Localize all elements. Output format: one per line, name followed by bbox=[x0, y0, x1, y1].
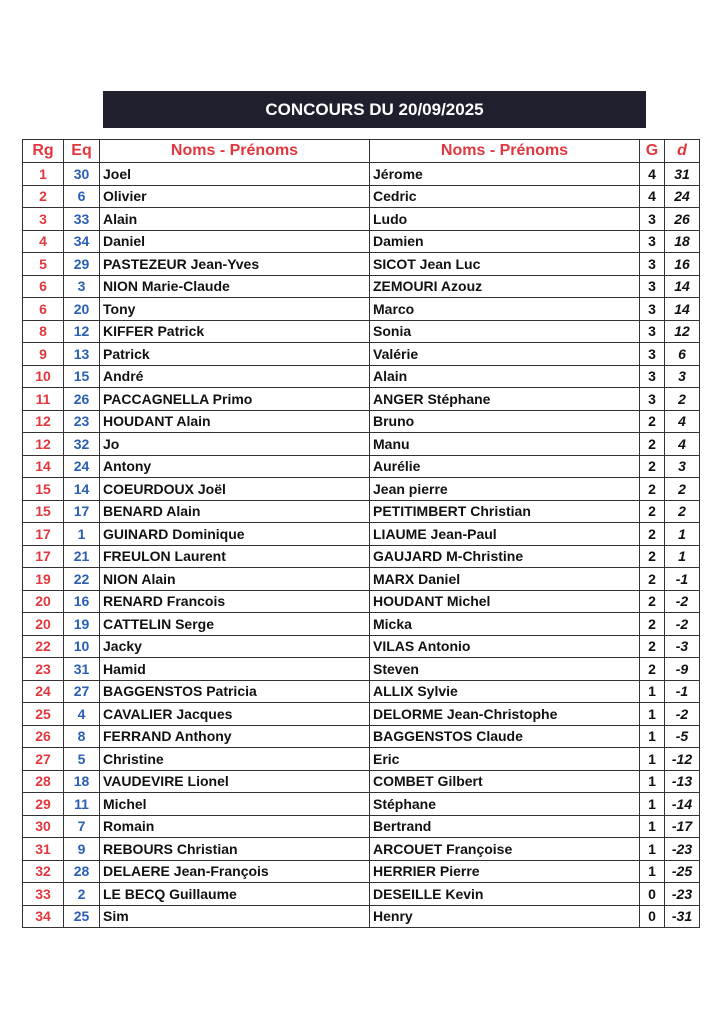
team-cell: 20 bbox=[64, 298, 100, 321]
player-2-cell: Eric bbox=[370, 748, 640, 771]
wins-cell: 1 bbox=[640, 703, 665, 726]
rank-cell: 5 bbox=[23, 253, 64, 276]
team-cell: 30 bbox=[64, 163, 100, 186]
wins-cell: 1 bbox=[640, 725, 665, 748]
diff-cell: -31 bbox=[665, 905, 700, 928]
diff-cell: 1 bbox=[665, 545, 700, 568]
player-1-cell: Alain bbox=[100, 208, 370, 231]
player-1-cell: Tony bbox=[100, 298, 370, 321]
table-row bbox=[23, 343, 700, 366]
team-cell: 22 bbox=[64, 568, 100, 591]
diff-cell: -17 bbox=[665, 815, 700, 838]
wins-cell: 1 bbox=[640, 815, 665, 838]
team-cell: 26 bbox=[64, 388, 100, 411]
team-cell: 16 bbox=[64, 590, 100, 613]
player-1-cell: Olivier bbox=[100, 185, 370, 208]
player-1-cell: PASTEZEUR Jean-Yves bbox=[100, 253, 370, 276]
player-2-cell: Damien bbox=[370, 230, 640, 253]
player-2-cell: HERRIER Pierre bbox=[370, 860, 640, 883]
table-row bbox=[23, 658, 700, 681]
table-row bbox=[23, 680, 700, 703]
team-cell: 1 bbox=[64, 523, 100, 546]
rank-cell: 14 bbox=[23, 455, 64, 478]
diff-cell: 12 bbox=[665, 320, 700, 343]
team-cell: 25 bbox=[64, 905, 100, 928]
wins-cell: 3 bbox=[640, 343, 665, 366]
table-row bbox=[23, 860, 700, 883]
player-1-cell: DELAERE Jean-François bbox=[100, 860, 370, 883]
player-2-cell: LIAUME Jean-Paul bbox=[370, 523, 640, 546]
header-rank: Rg bbox=[23, 140, 64, 163]
header-name-1: Noms - Prénoms bbox=[100, 140, 370, 163]
rank-cell: 15 bbox=[23, 500, 64, 523]
diff-cell: 1 bbox=[665, 523, 700, 546]
team-cell: 18 bbox=[64, 770, 100, 793]
player-1-cell: VAUDEVIRE Lionel bbox=[100, 770, 370, 793]
diff-cell: 2 bbox=[665, 500, 700, 523]
player-1-cell: Daniel bbox=[100, 230, 370, 253]
wins-cell: 3 bbox=[640, 320, 665, 343]
rank-cell: 10 bbox=[23, 365, 64, 388]
rank-cell: 17 bbox=[23, 545, 64, 568]
table-row bbox=[23, 838, 700, 861]
team-cell: 7 bbox=[64, 815, 100, 838]
wins-cell: 1 bbox=[640, 838, 665, 861]
diff-cell: 3 bbox=[665, 455, 700, 478]
player-2-cell: Aurélie bbox=[370, 455, 640, 478]
diff-cell: 6 bbox=[665, 343, 700, 366]
table-row bbox=[23, 815, 700, 838]
team-cell: 31 bbox=[64, 658, 100, 681]
diff-cell: -2 bbox=[665, 590, 700, 613]
diff-cell: -13 bbox=[665, 770, 700, 793]
team-cell: 13 bbox=[64, 343, 100, 366]
header-team: Eq bbox=[64, 140, 100, 163]
player-2-cell: Valérie bbox=[370, 343, 640, 366]
player-2-cell: Cedric bbox=[370, 185, 640, 208]
wins-cell: 1 bbox=[640, 860, 665, 883]
rank-cell: 26 bbox=[23, 725, 64, 748]
player-1-cell: Antony bbox=[100, 455, 370, 478]
table-row bbox=[23, 545, 700, 568]
diff-cell: 24 bbox=[665, 185, 700, 208]
player-1-cell: CAVALIER Jacques bbox=[100, 703, 370, 726]
player-1-cell: PACCAGNELLA Primo bbox=[100, 388, 370, 411]
table-row bbox=[23, 455, 700, 478]
diff-cell: -25 bbox=[665, 860, 700, 883]
player-2-cell: ARCOUET Françoise bbox=[370, 838, 640, 861]
team-cell: 11 bbox=[64, 793, 100, 816]
player-2-cell: VILAS Antonio bbox=[370, 635, 640, 658]
player-1-cell: Romain bbox=[100, 815, 370, 838]
wins-cell: 0 bbox=[640, 883, 665, 906]
team-cell: 17 bbox=[64, 500, 100, 523]
player-1-cell: Christine bbox=[100, 748, 370, 771]
player-1-cell: HOUDANT Alain bbox=[100, 410, 370, 433]
rank-cell: 27 bbox=[23, 748, 64, 771]
rank-cell: 4 bbox=[23, 230, 64, 253]
team-cell: 23 bbox=[64, 410, 100, 433]
diff-cell: 2 bbox=[665, 388, 700, 411]
table-row bbox=[23, 568, 700, 591]
table-row bbox=[23, 590, 700, 613]
player-2-cell: Bruno bbox=[370, 410, 640, 433]
player-1-cell: KIFFER Patrick bbox=[100, 320, 370, 343]
team-cell: 19 bbox=[64, 613, 100, 636]
diff-cell: 14 bbox=[665, 298, 700, 321]
diff-cell: 18 bbox=[665, 230, 700, 253]
team-cell: 29 bbox=[64, 253, 100, 276]
diff-cell: 4 bbox=[665, 433, 700, 456]
header-row bbox=[23, 140, 700, 163]
player-1-cell: RENARD Francois bbox=[100, 590, 370, 613]
rank-cell: 12 bbox=[23, 433, 64, 456]
player-1-cell: FERRAND Anthony bbox=[100, 725, 370, 748]
team-cell: 2 bbox=[64, 883, 100, 906]
player-2-cell: ALLIX Sylvie bbox=[370, 680, 640, 703]
player-1-cell: COEURDOUX Joël bbox=[100, 478, 370, 501]
table-row bbox=[23, 478, 700, 501]
rank-cell: 23 bbox=[23, 658, 64, 681]
rank-cell: 30 bbox=[23, 815, 64, 838]
table-row bbox=[23, 523, 700, 546]
player-2-cell: BAGGENSTOS Claude bbox=[370, 725, 640, 748]
team-cell: 4 bbox=[64, 703, 100, 726]
team-cell: 6 bbox=[64, 185, 100, 208]
rank-cell: 22 bbox=[23, 635, 64, 658]
diff-cell: -14 bbox=[665, 793, 700, 816]
wins-cell: 1 bbox=[640, 748, 665, 771]
wins-cell: 2 bbox=[640, 613, 665, 636]
rank-cell: 1 bbox=[23, 163, 64, 186]
wins-cell: 2 bbox=[640, 410, 665, 433]
wins-cell: 3 bbox=[640, 388, 665, 411]
diff-cell: 31 bbox=[665, 163, 700, 186]
player-1-cell: André bbox=[100, 365, 370, 388]
table-row bbox=[23, 703, 700, 726]
diff-cell: -23 bbox=[665, 883, 700, 906]
player-2-cell: Henry bbox=[370, 905, 640, 928]
team-cell: 15 bbox=[64, 365, 100, 388]
diff-cell: 16 bbox=[665, 253, 700, 276]
team-cell: 34 bbox=[64, 230, 100, 253]
player-1-cell: LE BECQ Guillaume bbox=[100, 883, 370, 906]
player-1-cell: REBOURS Christian bbox=[100, 838, 370, 861]
table-row bbox=[23, 770, 700, 793]
player-2-cell: Jean pierre bbox=[370, 478, 640, 501]
header-diff: d bbox=[665, 140, 700, 163]
player-2-cell: DESEILLE Kevin bbox=[370, 883, 640, 906]
rank-cell: 33 bbox=[23, 883, 64, 906]
player-2-cell: Jérome bbox=[370, 163, 640, 186]
rank-cell: 9 bbox=[23, 343, 64, 366]
team-cell: 24 bbox=[64, 455, 100, 478]
player-2-cell: Marco bbox=[370, 298, 640, 321]
wins-cell: 4 bbox=[640, 163, 665, 186]
header-name-2: Noms - Prénoms bbox=[370, 140, 640, 163]
diff-cell: -3 bbox=[665, 635, 700, 658]
player-1-cell: GUINARD Dominique bbox=[100, 523, 370, 546]
wins-cell: 2 bbox=[640, 590, 665, 613]
table-row bbox=[23, 163, 700, 186]
player-2-cell: Alain bbox=[370, 365, 640, 388]
diff-cell: -2 bbox=[665, 703, 700, 726]
player-1-cell: BAGGENSTOS Patricia bbox=[100, 680, 370, 703]
table-row bbox=[23, 185, 700, 208]
table-row bbox=[23, 433, 700, 456]
wins-cell: 4 bbox=[640, 185, 665, 208]
team-cell: 21 bbox=[64, 545, 100, 568]
rank-cell: 24 bbox=[23, 680, 64, 703]
rank-cell: 28 bbox=[23, 770, 64, 793]
table-row bbox=[23, 635, 700, 658]
rank-cell: 6 bbox=[23, 275, 64, 298]
wins-cell: 0 bbox=[640, 905, 665, 928]
diff-cell: 26 bbox=[665, 208, 700, 231]
wins-cell: 3 bbox=[640, 230, 665, 253]
rank-cell: 25 bbox=[23, 703, 64, 726]
rank-cell: 29 bbox=[23, 793, 64, 816]
rank-cell: 11 bbox=[23, 388, 64, 411]
player-2-cell: Sonia bbox=[370, 320, 640, 343]
rank-cell: 15 bbox=[23, 478, 64, 501]
team-cell: 8 bbox=[64, 725, 100, 748]
player-1-cell: Hamid bbox=[100, 658, 370, 681]
player-2-cell: Ludo bbox=[370, 208, 640, 231]
team-cell: 9 bbox=[64, 838, 100, 861]
player-1-cell: Michel bbox=[100, 793, 370, 816]
wins-cell: 3 bbox=[640, 275, 665, 298]
diff-cell: -12 bbox=[665, 748, 700, 771]
player-2-cell: ANGER Stéphane bbox=[370, 388, 640, 411]
header-wins: G bbox=[640, 140, 665, 163]
table-row bbox=[23, 253, 700, 276]
diff-cell: 3 bbox=[665, 365, 700, 388]
rank-cell: 19 bbox=[23, 568, 64, 591]
player-2-cell: ZEMOURI Azouz bbox=[370, 275, 640, 298]
table-row bbox=[23, 388, 700, 411]
player-2-cell: GAUJARD M-Christine bbox=[370, 545, 640, 568]
wins-cell: 2 bbox=[640, 523, 665, 546]
player-1-cell: Jo bbox=[100, 433, 370, 456]
wins-cell: 2 bbox=[640, 500, 665, 523]
wins-cell: 1 bbox=[640, 770, 665, 793]
player-2-cell: DELORME Jean-Christophe bbox=[370, 703, 640, 726]
rank-cell: 20 bbox=[23, 613, 64, 636]
table-row bbox=[23, 725, 700, 748]
player-1-cell: CATTELIN Serge bbox=[100, 613, 370, 636]
table-row bbox=[23, 208, 700, 231]
table-row bbox=[23, 275, 700, 298]
wins-cell: 2 bbox=[640, 635, 665, 658]
rank-cell: 31 bbox=[23, 838, 64, 861]
player-2-cell: MARX Daniel bbox=[370, 568, 640, 591]
table-row bbox=[23, 793, 700, 816]
player-1-cell: NION Marie-Claude bbox=[100, 275, 370, 298]
wins-cell: 3 bbox=[640, 208, 665, 231]
wins-cell: 2 bbox=[640, 455, 665, 478]
wins-cell: 3 bbox=[640, 365, 665, 388]
table-row bbox=[23, 365, 700, 388]
rank-cell: 17 bbox=[23, 523, 64, 546]
rank-cell: 12 bbox=[23, 410, 64, 433]
player-2-cell: Steven bbox=[370, 658, 640, 681]
wins-cell: 2 bbox=[640, 433, 665, 456]
player-2-cell: HOUDANT Michel bbox=[370, 590, 640, 613]
player-1-cell: Joel bbox=[100, 163, 370, 186]
player-1-cell: Jacky bbox=[100, 635, 370, 658]
diff-cell: 2 bbox=[665, 478, 700, 501]
player-2-cell: Micka bbox=[370, 613, 640, 636]
table-row bbox=[23, 613, 700, 636]
player-2-cell: SICOT Jean Luc bbox=[370, 253, 640, 276]
table-row bbox=[23, 298, 700, 321]
table-row bbox=[23, 748, 700, 771]
wins-cell: 2 bbox=[640, 478, 665, 501]
rank-cell: 34 bbox=[23, 905, 64, 928]
diff-cell: -5 bbox=[665, 725, 700, 748]
table-row bbox=[23, 883, 700, 906]
rank-cell: 6 bbox=[23, 298, 64, 321]
team-cell: 14 bbox=[64, 478, 100, 501]
rank-cell: 2 bbox=[23, 185, 64, 208]
player-2-cell: Manu bbox=[370, 433, 640, 456]
team-cell: 32 bbox=[64, 433, 100, 456]
team-cell: 3 bbox=[64, 275, 100, 298]
wins-cell: 2 bbox=[640, 568, 665, 591]
team-cell: 28 bbox=[64, 860, 100, 883]
wins-cell: 2 bbox=[640, 658, 665, 681]
results-table bbox=[22, 139, 700, 928]
diff-cell: -1 bbox=[665, 680, 700, 703]
page-title: CONCOURS DU 20/09/2025 bbox=[103, 91, 646, 128]
rank-cell: 32 bbox=[23, 860, 64, 883]
player-2-cell: Bertrand bbox=[370, 815, 640, 838]
table-row bbox=[23, 410, 700, 433]
diff-cell: 14 bbox=[665, 275, 700, 298]
table-row bbox=[23, 320, 700, 343]
player-1-cell: BENARD Alain bbox=[100, 500, 370, 523]
team-cell: 33 bbox=[64, 208, 100, 231]
table-row bbox=[23, 905, 700, 928]
diff-cell: 4 bbox=[665, 410, 700, 433]
diff-cell: -23 bbox=[665, 838, 700, 861]
player-1-cell: Patrick bbox=[100, 343, 370, 366]
rank-cell: 20 bbox=[23, 590, 64, 613]
wins-cell: 1 bbox=[640, 680, 665, 703]
team-cell: 27 bbox=[64, 680, 100, 703]
player-1-cell: Sim bbox=[100, 905, 370, 928]
diff-cell: -9 bbox=[665, 658, 700, 681]
diff-cell: -1 bbox=[665, 568, 700, 591]
diff-cell: -2 bbox=[665, 613, 700, 636]
wins-cell: 2 bbox=[640, 545, 665, 568]
player-2-cell: Stéphane bbox=[370, 793, 640, 816]
player-1-cell: FREULON Laurent bbox=[100, 545, 370, 568]
team-cell: 12 bbox=[64, 320, 100, 343]
rank-cell: 8 bbox=[23, 320, 64, 343]
wins-cell: 3 bbox=[640, 253, 665, 276]
team-cell: 5 bbox=[64, 748, 100, 771]
table-row bbox=[23, 500, 700, 523]
player-2-cell: PETITIMBERT Christian bbox=[370, 500, 640, 523]
rank-cell: 3 bbox=[23, 208, 64, 231]
player-1-cell: NION Alain bbox=[100, 568, 370, 591]
player-2-cell: COMBET Gilbert bbox=[370, 770, 640, 793]
team-cell: 10 bbox=[64, 635, 100, 658]
wins-cell: 1 bbox=[640, 793, 665, 816]
table-row bbox=[23, 230, 700, 253]
wins-cell: 3 bbox=[640, 298, 665, 321]
